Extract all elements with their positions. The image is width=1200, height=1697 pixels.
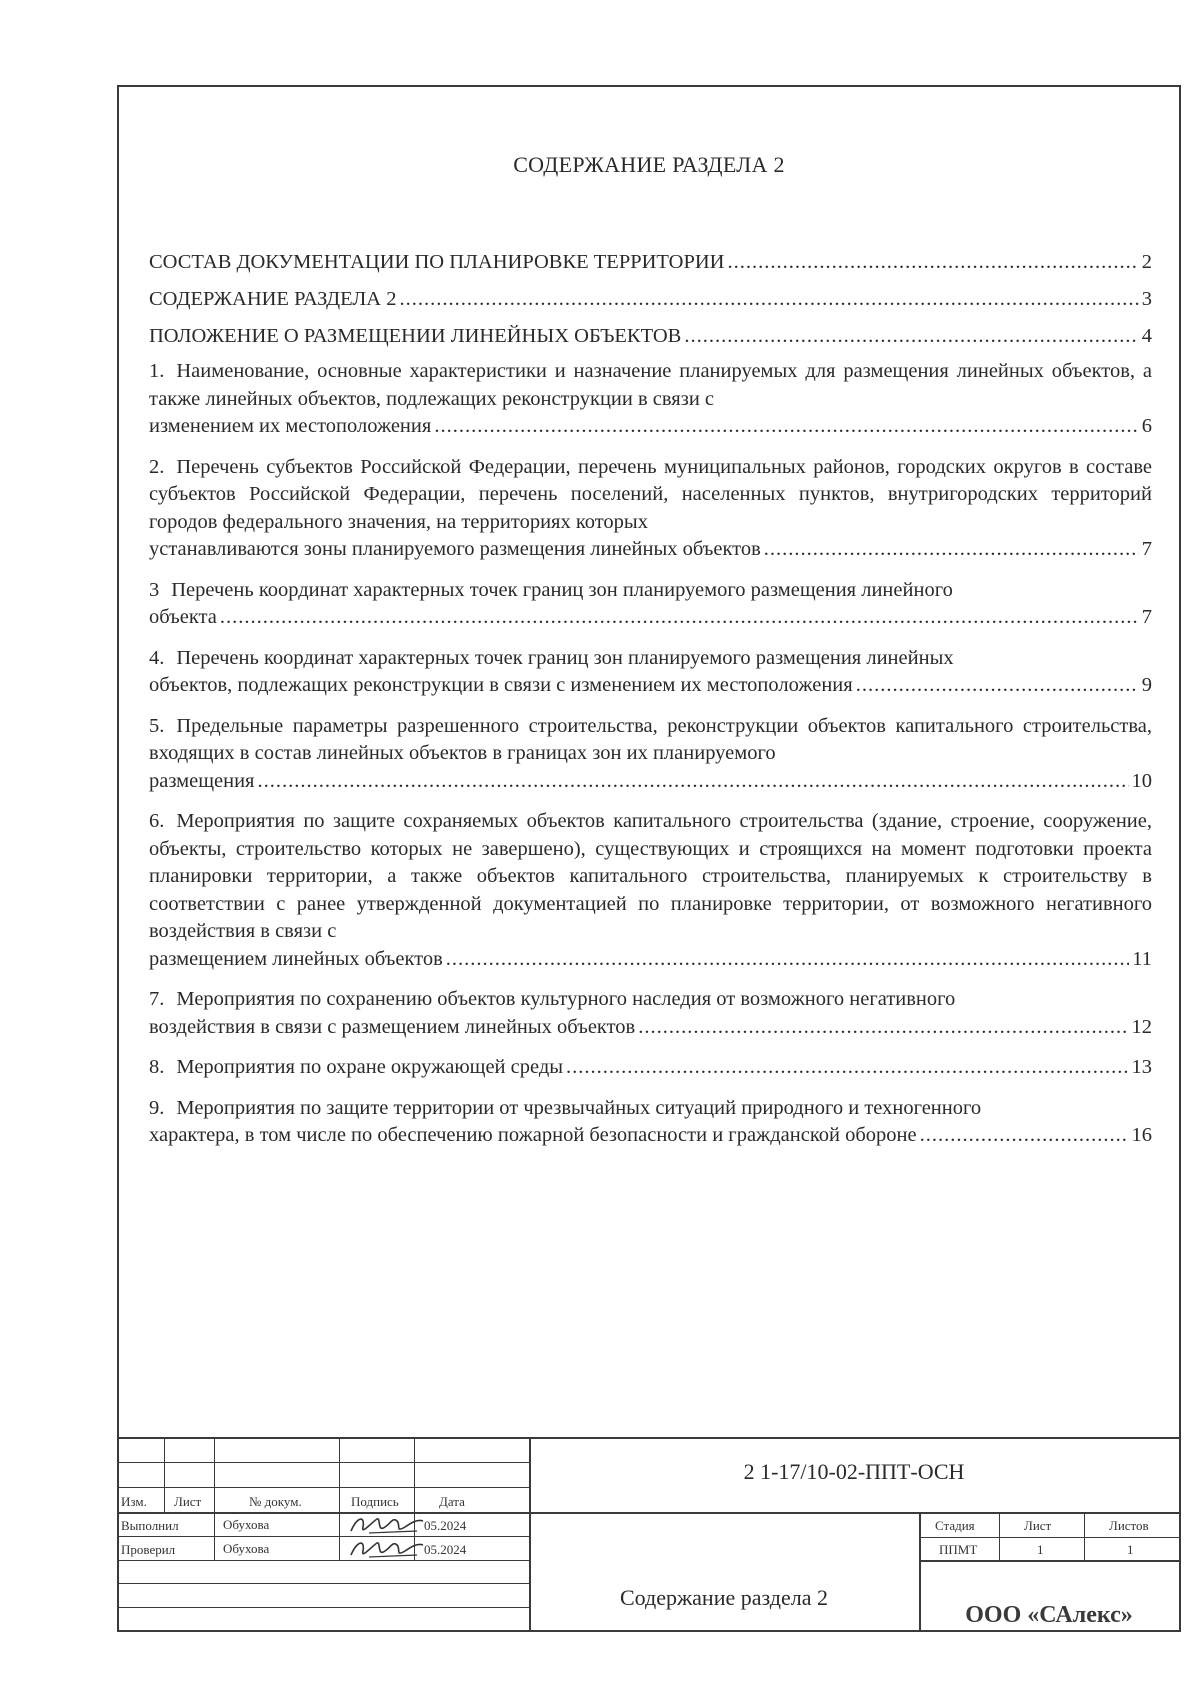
toc-entry-4[interactable]: [149, 645, 1152, 700]
leader-dots: [638, 1014, 1128, 1042]
toc-page-number: 12: [1131, 1015, 1152, 1038]
meta-stage-value: ППМТ: [939, 1542, 978, 1557]
organization-name: ООО «САлекс»: [965, 1602, 1133, 1628]
toc-entry-tail: устанавливаются зоны планируемого размещения линейных объектов: [149, 538, 761, 560]
toc-entry-tail: воздействия в связи с размещением линейных объектов: [149, 1015, 636, 1038]
toc-entry-3[interactable]: [149, 577, 1152, 632]
leader-dots: [220, 604, 1139, 632]
toc-page-number: 13: [1131, 1056, 1152, 1078]
toc-item-number: 7.: [149, 988, 165, 1010]
toc-entry-text: СОСТАВ ДОКУМЕНТАЦИИ ПО ПЛАНИРОВКЕ ТЕРРИТОРИИ: [149, 251, 725, 273]
toc-entry-tail: характера, в том числе по обеспечению пожарной безопасности и гражданской обороне: [149, 1124, 917, 1146]
header-list: Лист: [174, 1494, 202, 1509]
toc-entry-text: Мероприятия по сохранению объектов культурного наследия от возможного негативного: [176, 988, 956, 1010]
sheet-frame: [117, 85, 1181, 1632]
meta-sheets-value: 1: [1127, 1542, 1134, 1557]
toc-entry[interactable]: [149, 321, 1152, 352]
title-block: [119, 1437, 1179, 1630]
leader-dots: [434, 413, 1138, 441]
header-doc-num: № докум.: [249, 1494, 302, 1509]
toc-entry-text: Предельные параметры разрешенного строительства, реконструкции объектов капитального строительства, входящих в состав линейных объектов в границах зон их планируемого: [149, 714, 1152, 764]
signature-image: [347, 1537, 427, 1563]
toc-entry[interactable]: [149, 247, 1152, 278]
section-name: Содержание раздела 2: [619, 1585, 829, 1610]
toc-entry-tail: изменением их местоположения: [149, 415, 432, 437]
header-date: Дата: [439, 1494, 465, 1509]
row-role: Выполнил: [121, 1518, 179, 1533]
toc-entry-text: Мероприятия по защите сохраняемых объектов капитального строительства (здание, строение, сооружение, объекты, строительство которых не завершено), существующих и строящихся на момент подготовки проекта планировки территории, а также объектов капитального строительства, планируемых к строительству в соответствии с ранее утвержденной документацией по планировке территории, от возможного негативного воздействия в связи с: [149, 810, 1152, 942]
toc-entry-8[interactable]: [149, 1054, 1152, 1082]
toc-entry[interactable]: [149, 284, 1152, 315]
signature-image: [347, 1513, 427, 1539]
toc-item-number: 4.: [149, 646, 165, 669]
toc-page-number: 4: [1141, 325, 1152, 347]
row-date: 05.2024: [424, 1542, 467, 1557]
table-of-contents: [149, 247, 1152, 1163]
header-signature: Подпись: [351, 1494, 399, 1509]
leader-dots: [566, 1054, 1128, 1082]
meta-sheet-header: Лист: [1024, 1518, 1052, 1533]
toc-item-number: 3: [149, 578, 160, 601]
toc-entry-tail: объектов, подлежащих реконструкции в связи с изменением их местоположения: [149, 674, 853, 696]
toc-entry-2[interactable]: [149, 454, 1152, 564]
row-role: Проверил: [121, 1542, 176, 1557]
toc-entry-text: СОДЕРЖАНИЕ РАЗДЕЛА 2: [149, 288, 397, 310]
toc-page-number: 10: [1131, 769, 1152, 792]
leader-dots: [257, 768, 1128, 796]
toc-item-number: 8.: [149, 1056, 165, 1078]
meta-sheet-value: 1: [1037, 1542, 1044, 1557]
row-name: Обухова: [223, 1541, 270, 1556]
toc-entry-text: ПОЛОЖЕНИЕ О РАЗМЕЩЕНИИ ЛИНЕЙНЫХ ОБЪЕКТОВ: [149, 325, 682, 347]
toc-entry-text: Перечень координат характерных точек границ зон планируемого размещения линейного: [171, 578, 953, 601]
toc-page-number: 16: [1131, 1124, 1152, 1146]
toc-entry-tail: Мероприятия по охране окружающей среды: [176, 1056, 564, 1078]
toc-item-number: 6.: [149, 810, 165, 832]
toc-entry-text: Перечень координат характерных точек границ зон планируемого размещения линейных: [176, 646, 954, 669]
document-code: 2 1-17/10-02-ППТ-ОСН: [743, 1459, 965, 1484]
meta-stage-header: Стадия: [935, 1518, 975, 1533]
toc-item-number: 2.: [149, 455, 165, 478]
toc-entry-text: Перечень субъектов Российской Федерации, перечень муниципальных районов, городских округов в составе субъектов Российской Федерации, перечень поселений, населенных пунктов, внутригородских территорий городов федерального значения, на территориях которых: [149, 455, 1152, 533]
leader-dots: [728, 247, 1139, 278]
toc-page-number: 2: [1141, 251, 1152, 273]
row-name: Обухова: [223, 1517, 270, 1532]
header-izm: Изм.: [121, 1494, 147, 1509]
page-title: СОДЕРЖАНИЕ РАЗДЕЛА 2: [513, 152, 785, 177]
toc-entry-9[interactable]: [149, 1095, 1152, 1150]
toc-item-number: 5.: [149, 714, 165, 737]
toc-entry-tail: объекта: [149, 606, 217, 628]
leader-dots: [856, 672, 1139, 700]
meta-sheets-header: Листов: [1109, 1518, 1149, 1533]
row-date: 05.2024: [424, 1518, 467, 1533]
toc-entry-tail: размещения: [149, 769, 255, 792]
toc-entry-tail: размещением линейных объектов: [149, 947, 443, 970]
toc-page-number: 3: [1141, 288, 1152, 310]
toc-entry-7[interactable]: [149, 986, 1152, 1041]
leader-dots: [764, 536, 1139, 564]
toc-entry-text: Наименование, основные характеристики и назначение планируемых для размещения линейных объектов, а также линейных объектов, подлежащих реконструкции в связи с: [149, 360, 1152, 410]
toc-item-number: 9.: [149, 1096, 165, 1119]
toc-page-number: 7: [1141, 538, 1152, 560]
leader-dots: [684, 321, 1138, 352]
toc-page-number: 7: [1141, 606, 1152, 628]
toc-entry-6[interactable]: [149, 808, 1152, 973]
toc-entry-text: Мероприятия по защите территории от чрезвычайных ситуаций природного и техногенного: [176, 1096, 982, 1119]
toc-entry-1[interactable]: [149, 358, 1152, 441]
leader-dots: [920, 1122, 1129, 1150]
leader-dots: [399, 284, 1138, 315]
toc-entry-5[interactable]: [149, 713, 1152, 796]
toc-page-number: 9: [1141, 674, 1152, 696]
toc-item-number: 1.: [149, 360, 165, 382]
toc-page-number: 6: [1141, 415, 1152, 437]
toc-page-number: 11: [1132, 947, 1152, 970]
leader-dots: [446, 946, 1129, 974]
